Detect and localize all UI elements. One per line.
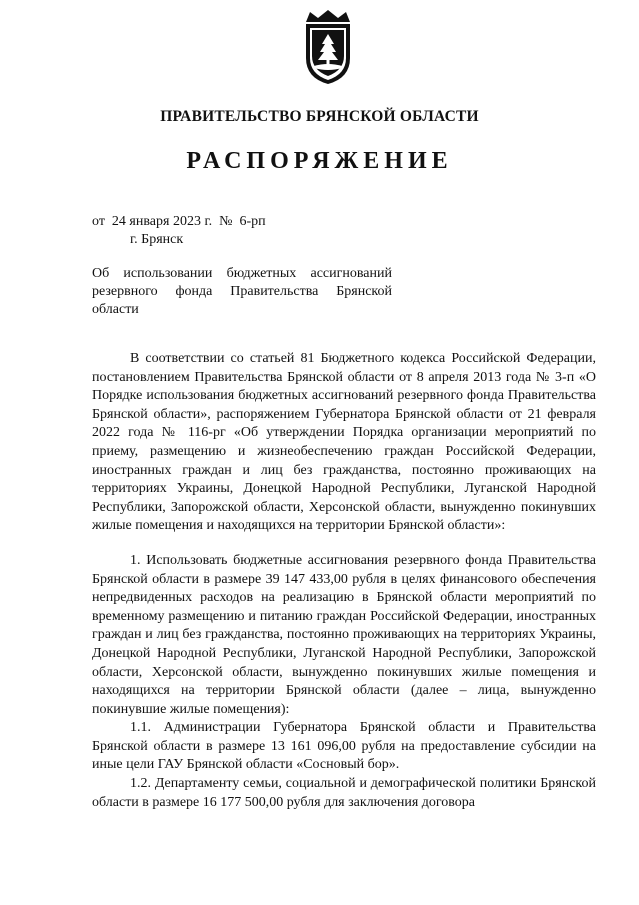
bryansk-coat-of-arms-icon (296, 8, 360, 86)
clause-1: 1. Использовать бюджетные ассигнования резервного фонда Правительства Брянской области в размере 39 147 433,00 рубля в целях финансового обеспечения непредвиденных расходов на реализацию в Брянской области мероприятий по временному размещению и питанию граждан Российской Федерации, иностранных граждан и лиц без гражданства, постоянно проживающих на территориях Украины, Донецкой Народной Республики, Луганской Народной Республики, Запорожской области, Херсонской области, вынужденно покинувших жилые помещения и находящихся на территории Брянской области (далее – лица, вынужденно покинувшие жилые помещения): (92, 552, 596, 717)
clause-1-2: 1.2. Департаменту семьи, социальной и демографической политики Брянской области в размере 16 177 500,00 рубля для заключения договора (92, 776, 596, 810)
clause-1-1: 1.1. Администрации Губернатора Брянской области и Правительства Брянской области в размере 13 161 096,00 рубля на предоставление субсидии на иные цели ГАУ Брянской области «Сосновый бор». (92, 720, 596, 773)
document-city: г. Брянск (130, 232, 184, 247)
government-name: ПРАВИТЕЛЬСТВО БРЯНСКОЙ ОБЛАСТИ (160, 108, 479, 125)
document-subject: Об использовании бюджетных ассигнований резервного фонда Правительства Брянской области (92, 266, 392, 317)
document-body (92, 350, 596, 812)
preamble-paragraph: В соответствии со статьей 81 Бюджетного кодекса Российской Федерации, постановлением Правительства Брянской области от 8 апреля 2013 года № 3-п «О Порядке использования бюджетных ассигнований резервного фонда Правительства Брянской области», распоряжением Губернатора Брянской области от 21 февраля 2022 года № 116-рг «Об утверждении Порядка организации мероприятий по приему, размещению и жизнеобеспечению граждан Российской Федерации, иностранных граждан и лиц без гражданства, постоянно проживающих на территориях Украины, Донецкой Народной Республики, Луганской Народной Республики, Запорожской области, Херсонской области, вынужденно покинувших жилые помещения и находящихся на территории Брянской области»: (92, 351, 596, 534)
document-date-number: от 24 января 2023 г. № 6-рп (92, 214, 266, 229)
document-type-title: РАСПОРЯЖЕНИЕ (186, 148, 453, 174)
